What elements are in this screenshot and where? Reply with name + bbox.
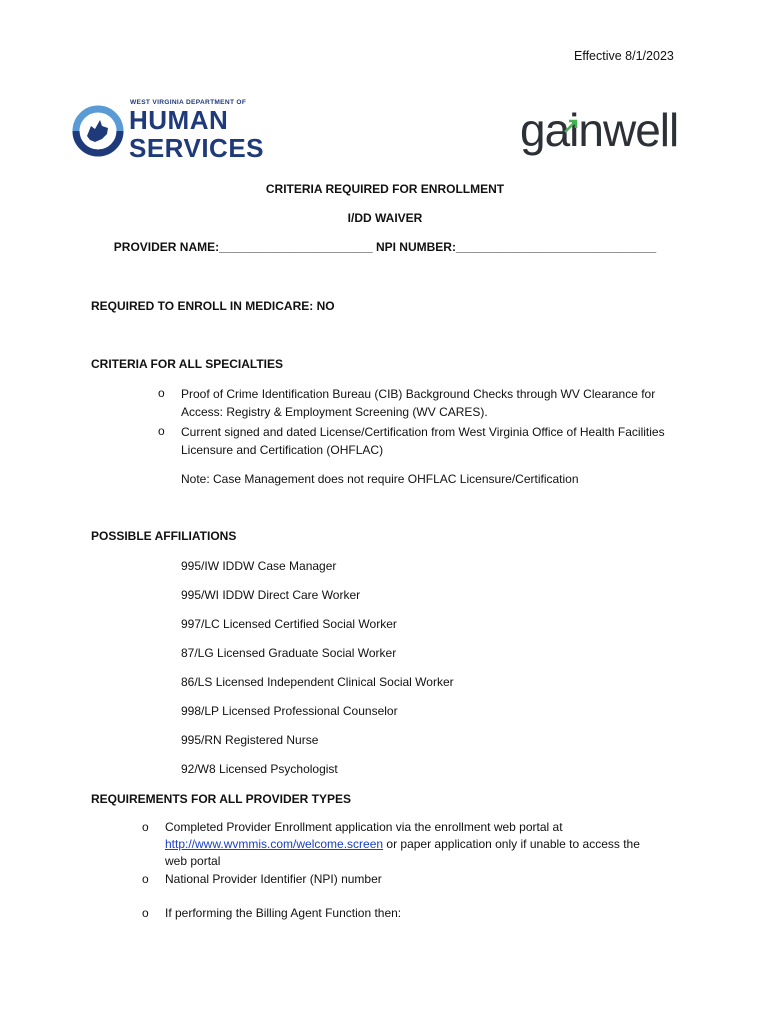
criteria-note: Note: Case Management does not require OHFLAC Licensure/Certification bbox=[181, 472, 579, 486]
dhs-human-text: HUMAN bbox=[129, 105, 229, 135]
affiliation-item: 995/WI IDDW Direct Care Worker bbox=[181, 588, 361, 602]
document-subtitle: I/DD WAIVER bbox=[347, 211, 423, 225]
affiliation-item: 997/LC Licensed Certified Social Worker bbox=[181, 617, 397, 631]
affiliation-item: 995/IW IDDW Case Manager bbox=[181, 559, 337, 573]
dhs-services-text: SERVICES bbox=[129, 133, 265, 163]
requirement-text: or paper application only if unable to access the web portal bbox=[165, 837, 640, 868]
requirement-text: Completed Provider Enrollment application via the enrollment web portal at bbox=[165, 820, 563, 834]
affiliation-item: 86/LS Licensed Independent Clinical Social Worker bbox=[181, 675, 454, 689]
bullet-icon: o bbox=[142, 820, 149, 834]
requirement-item-enrollment bbox=[165, 819, 665, 870]
criteria-item: Proof of Crime Identification Bureau (CIB) Background Checks through WV Clearance for Access: Registry & Employment Screening (WV CARES). bbox=[181, 387, 656, 419]
medicare-requirement: REQUIRED TO ENROLL IN MEDICARE: NO bbox=[91, 299, 335, 313]
bullet-icon: o bbox=[158, 386, 165, 400]
provider-npi-line: PROVIDER NAME:_______________________ NPI NUMBER:______________________________ bbox=[113, 240, 657, 254]
wv-dhs-emblem-icon bbox=[67, 98, 129, 164]
affiliation-item: 87/LG Licensed Graduate Social Worker bbox=[181, 646, 397, 660]
affiliation-item: 92/W8 Licensed Psychologist bbox=[181, 762, 338, 776]
requirement-item-npi: National Provider Identifier (NPI) number bbox=[165, 872, 382, 886]
gainwell-arrow-icon bbox=[563, 118, 579, 134]
requirement-item-billing-agent: If performing the Billing Agent Function then: bbox=[165, 906, 402, 920]
affiliation-item: 998/LP Licensed Professional Counselor bbox=[181, 704, 398, 718]
criteria-item: Current signed and dated License/Certification from West Virginia Office of Health Facilities Licensure and Certification (OHFLAC) bbox=[181, 425, 665, 457]
dhs-small-caption: WEST VIRGINIA DEPARTMENT OF bbox=[130, 99, 247, 106]
gainwell-logo bbox=[520, 100, 710, 160]
document-title: CRITERIA REQUIRED FOR ENROLLMENT bbox=[265, 182, 505, 196]
affiliations-heading: POSSIBLE AFFILIATIONS bbox=[91, 529, 237, 543]
bullet-icon: o bbox=[142, 906, 149, 920]
effective-date: Effective 8/1/2023 bbox=[574, 49, 674, 63]
bullet-icon: o bbox=[142, 872, 149, 886]
affiliation-item: 995/RN Registered Nurse bbox=[181, 733, 319, 747]
criteria-heading: CRITERIA FOR ALL SPECIALTIES bbox=[91, 357, 284, 371]
requirements-heading: REQUIREMENTS FOR ALL PROVIDER TYPES bbox=[91, 792, 352, 806]
wvmmis-link[interactable]: http://www.wvmmis.com/welcome.screen bbox=[165, 837, 384, 851]
bullet-icon: o bbox=[158, 424, 165, 438]
gainwell-wordmark: gainwell bbox=[520, 104, 679, 156]
wv-dhs-logo bbox=[67, 98, 265, 164]
